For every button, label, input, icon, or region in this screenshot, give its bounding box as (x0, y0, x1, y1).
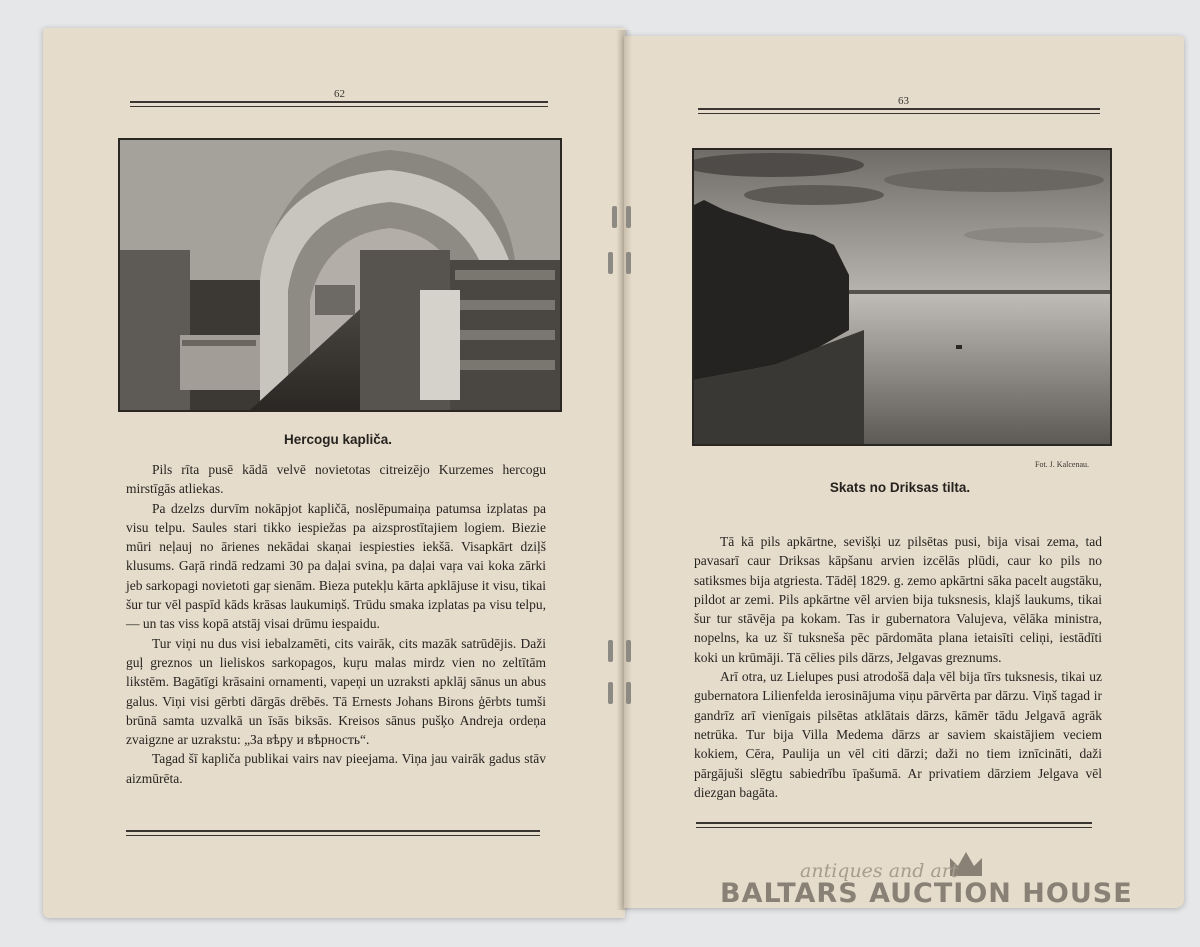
photo-credit: Fot. J. Kalcenau. (1035, 460, 1089, 469)
right-body-text (694, 532, 1102, 802)
staple (612, 206, 617, 228)
chapel-photo (118, 138, 562, 412)
staple (608, 640, 613, 662)
chapel-caption: Hercogu kapliča. (283, 432, 393, 447)
paragraph: Pils rīta pusē kādā velvē novietotas citreizējo Kurzemes hercogu mirstīgās atliekas. (126, 462, 546, 497)
river-caption: Skats no Driksas tilta. (829, 480, 971, 495)
header-rule-left (130, 101, 548, 107)
book-spine (616, 30, 632, 910)
footer-rule-left (126, 830, 540, 836)
staple (626, 640, 631, 662)
river-photo (692, 148, 1112, 446)
paragraph: Arī otra, uz Lielupes pusi atrodošā daļa vēl bija tīrs tuksnesis, tikai uz gubernatora Lilienfelda ierosinājuma viņu pārvērta par dārzu. Viņš tagad ir gandrīz arī vienīgais pilsētas atklātais dārzs, kāmēr tādu Jelgavā agrāk netrūka. Tur bija Villa Medema dārzs ar saviem skaistājiem veciem kokiem, Cēra, Paulija un vēl citi dārzi; daži no tiem iznīcināti, daži pārgājuši slēgtu sabiedrību īpašumā. Ar privatiem dārziem Jelgava vēl diezgan bagāta. (694, 669, 1102, 800)
left-body-text (126, 460, 546, 788)
page-number-right: 63 (898, 95, 909, 107)
staple (626, 206, 631, 228)
paragraph: Tur viņi nu dus visi iebalzamēti, cits vairāk, cits mazāk satrūdējis. Daži guļ greznos un lieliskos sarkopagos, kuŗu malas mirdz vien no zeltītām likstēm. Bagātīgi krāsaini ornamenti, vapeņi un uzraksti apklāj sānus un abus galus. Viņi visi gērbti dārgās drēbēs. Tā Ernests Johans Birons ģērbts tumši brūnā samta uzvalkā un īsās biksās. Kreisos sānus pušķo Andreja ordeņa zvaigzne ar uzrakstu: „За вѣру и вѣрность“. (126, 635, 546, 748)
staple (608, 682, 613, 704)
staple (626, 682, 631, 704)
watermark-tagline: antiques and art (800, 860, 959, 882)
watermark-brand: BALTARS AUCTION HOUSE (720, 878, 1133, 909)
staple (608, 252, 613, 274)
paragraph: Tagad šī kapliča publikai vairs nav pieejama. Viņa jau vairāk gadus stāv aizmūrēta. (126, 751, 546, 786)
footer-rule-right (696, 822, 1092, 828)
paragraph: Tā kā pils apkārtne, sevišķi uz pilsētas pusi, bija visai zema, tad pavasarī caur Driksas kāpšanu arvien izcēlās plūdi, caur ko pils no satiksmes bija atgriesta. Tādēļ 1829. g. zemo apkārtni sāka pacelt augstāku, pildot ar zemi. Pils apkārtne vēl arvien bija tuksnesis, klajš laukums, tikai šur tur stāvēja pa kokam. Tas ir gubernatora Valujeva, vēlāka ministra, nopelns, ka uz šī tuksneša pēc pārdomāta plana ietaisīti celiņi, iestādīti koki un krūmāji. Tā cēlies pils dārzs, Jelgavas greznums. (694, 534, 1102, 665)
staple (626, 252, 631, 274)
header-rule-right (698, 108, 1100, 114)
paragraph: Pa dzelzs durvīm nokāpjot kapličā, noslēpumaiņa patumsa izplatas pa visu telpu. Saules stari tikko iespiežas pa aizsprostītajiem logiem. Biezie mūri neļauj no ārienes nekādai skaņai iespiesties iekšā. Visapkārt dziļš klusums. Gaŗā rindā redzami 30 pa daļai svina, pa daļai vaŗa vai koka zārki jeb sarkopagi novietoti gaŗ sienām. Bieza putekļu kārta apklājuse it visu, tikai šur tur vēl paspīd kāds krāsas laukumiņš. Trūdu smaka izplatas pa visu telpu, — un tas viss kopā atstāj visai drūmu iespaidu. (126, 500, 546, 632)
page-number-left: 62 (334, 88, 345, 100)
